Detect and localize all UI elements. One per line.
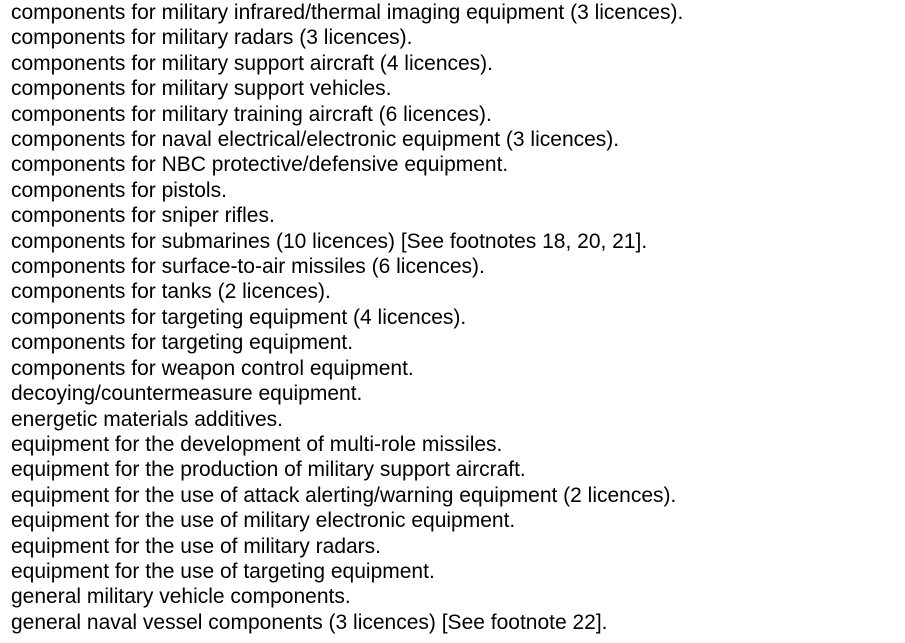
text-line: equipment for the use of attack alerting/warning equipment (2 licences).	[11, 483, 677, 507]
text-line: equipment for the use of military electronic equipment.	[11, 509, 516, 533]
text-line: components for pistols.	[11, 178, 227, 202]
text-line: components for military training aircraft (6 licences).	[11, 102, 492, 126]
text-line: components for military radars (3 licences).	[11, 26, 413, 50]
text-line: components for surface-to-air missiles (6 licences).	[11, 255, 485, 279]
text-line: energetic materials additives.	[11, 407, 283, 431]
text-line: components for military support vehicles.	[11, 77, 392, 101]
document-text	[11, 0, 901, 635]
text-line: components for submarines (10 licences) [See footnotes 18, 20, 21].	[11, 229, 648, 253]
text-line: components for military support aircraft (4 licences).	[11, 51, 494, 75]
text-line: components for NBC protective/defensive equipment.	[11, 153, 509, 177]
text-line: components for weapon control equipment.	[11, 356, 414, 380]
text-line: components for targeting equipment (4 licences).	[11, 305, 467, 329]
text-line: decoying/countermeasure equipment.	[11, 382, 363, 406]
text-line: equipment for the development of multi-role missiles.	[11, 432, 503, 456]
text-line: general military vehicle components.	[11, 585, 351, 609]
text-line: components for targeting equipment.	[11, 331, 354, 355]
text-line: components for tanks (2 licences).	[11, 280, 331, 304]
text-line: general naval vessel components (3 licences) [See footnote 22].	[11, 610, 608, 634]
text-line: equipment for the production of military support aircraft.	[11, 458, 526, 482]
text-line: components for military infrared/thermal imaging equipment (3 licences).	[11, 1, 684, 24]
text-line: equipment for the use of military radars.	[11, 534, 382, 558]
text-line: components for naval electrical/electronic equipment (3 licences).	[11, 128, 620, 152]
text-line: equipment for the use of targeting equipment.	[11, 559, 435, 583]
text-line: components for sniper rifles.	[11, 204, 275, 228]
